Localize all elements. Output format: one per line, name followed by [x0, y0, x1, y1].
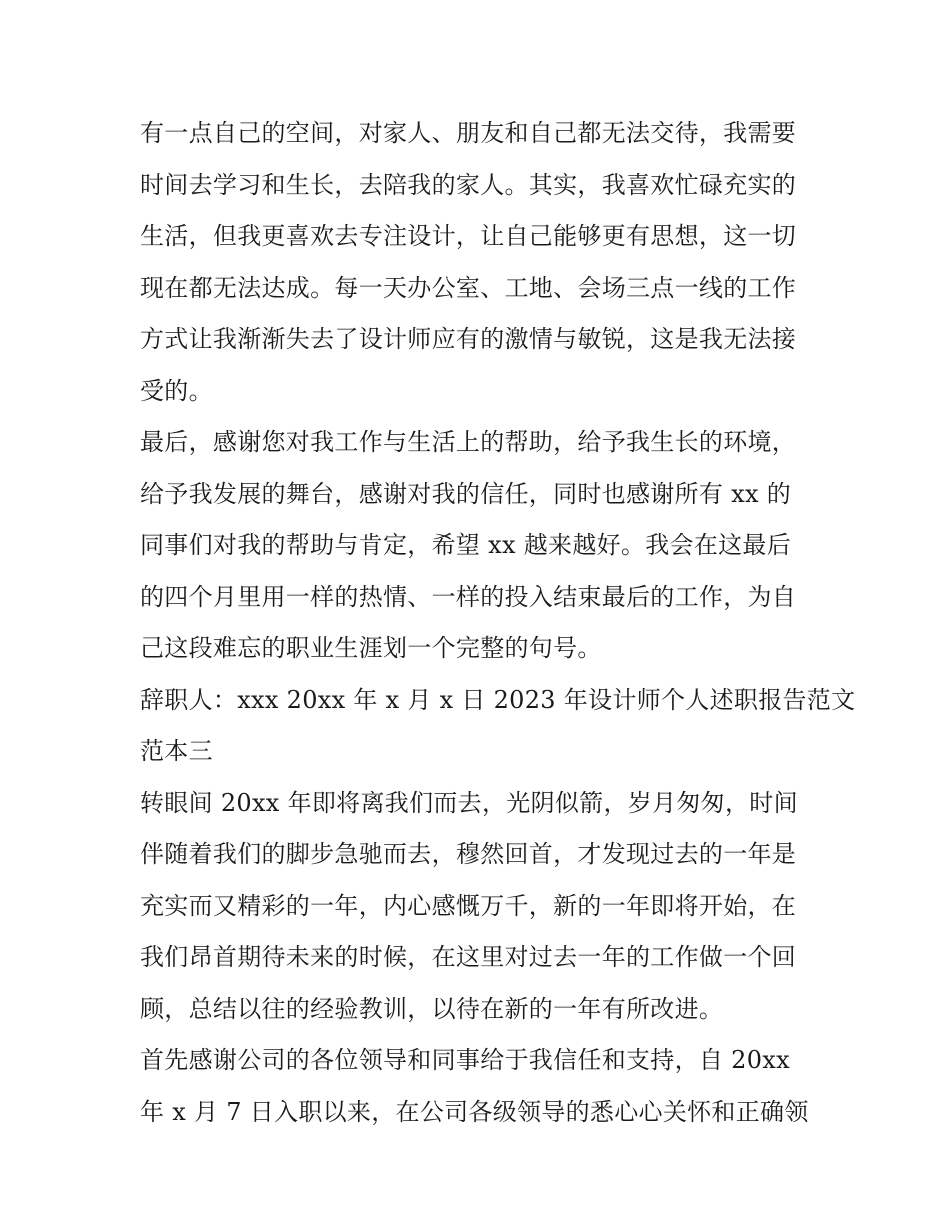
- text-line: 我们昂首期待未来的时候，在这里对过去一年的工作做一个回: [140, 943, 797, 971]
- text-line: 顾，总结以往的经验教训，以待在新的一年有所改进。: [140, 994, 724, 1023]
- section-title-line: 范本三: [140, 737, 213, 765]
- text-line: 方式让我渐渐失去了设计师应有的激情与敏锐，这是我无法接: [140, 325, 797, 353]
- text-line: 受的。: [140, 376, 213, 405]
- text-line: 现在都无法达成。每一天办公室、工地、会场三点一线的工作: [140, 273, 797, 302]
- text-line: 给予我发展的舞台，感谢对我的信任，同时也感谢所有 xx 的: [140, 479, 792, 508]
- text-line: 时间去学习和生长，去陪我的家人。其实，我喜欢忙碌充实的: [140, 170, 797, 199]
- text-line: 转眼间 20xx 年即将离我们而去，光阴似箭，岁月匆匆，时间: [140, 788, 798, 817]
- text-line: 伴随着我们的脚步急驰而去，穆然回首，才发现过去的一年是: [140, 840, 797, 868]
- text-line: 的四个月里用一样的热情、一样的投入结束最后的工作，为自: [140, 582, 797, 611]
- signature-heading-line: 辞职人：xxx 20xx 年 x 月 x 日 2023 年设计师个人述职报告范文: [140, 685, 856, 714]
- text-line: 首先感谢公司的各位领导和同事给于我信任和支持，自 20xx: [140, 1046, 790, 1074]
- text-line: 同事们对我的帮助与肯定，希望 xx 越来越好。我会在这最后: [140, 531, 792, 559]
- document-body: [140, 108, 856, 1138]
- text-line: 有一点自己的空间，对家人、朋友和自己都无法交待，我需要: [140, 119, 797, 147]
- text-line: 年 x 月 7 日入职以来，在公司各级领导的悉心心关怀和正确领: [140, 1097, 809, 1126]
- text-line: 最后，感谢您对我工作与生活上的帮助，给予我生长的环境，: [140, 428, 797, 456]
- text-line: 生活，但我更喜欢去专注设计，让自己能够更有思想，这一切: [140, 222, 797, 250]
- text-line: 己这段难忘的职业生涯划一个完整的句号。: [140, 634, 602, 662]
- text-line: 充实而又精彩的一年，内心感慨万千，新的一年即将开始，在: [140, 891, 797, 920]
